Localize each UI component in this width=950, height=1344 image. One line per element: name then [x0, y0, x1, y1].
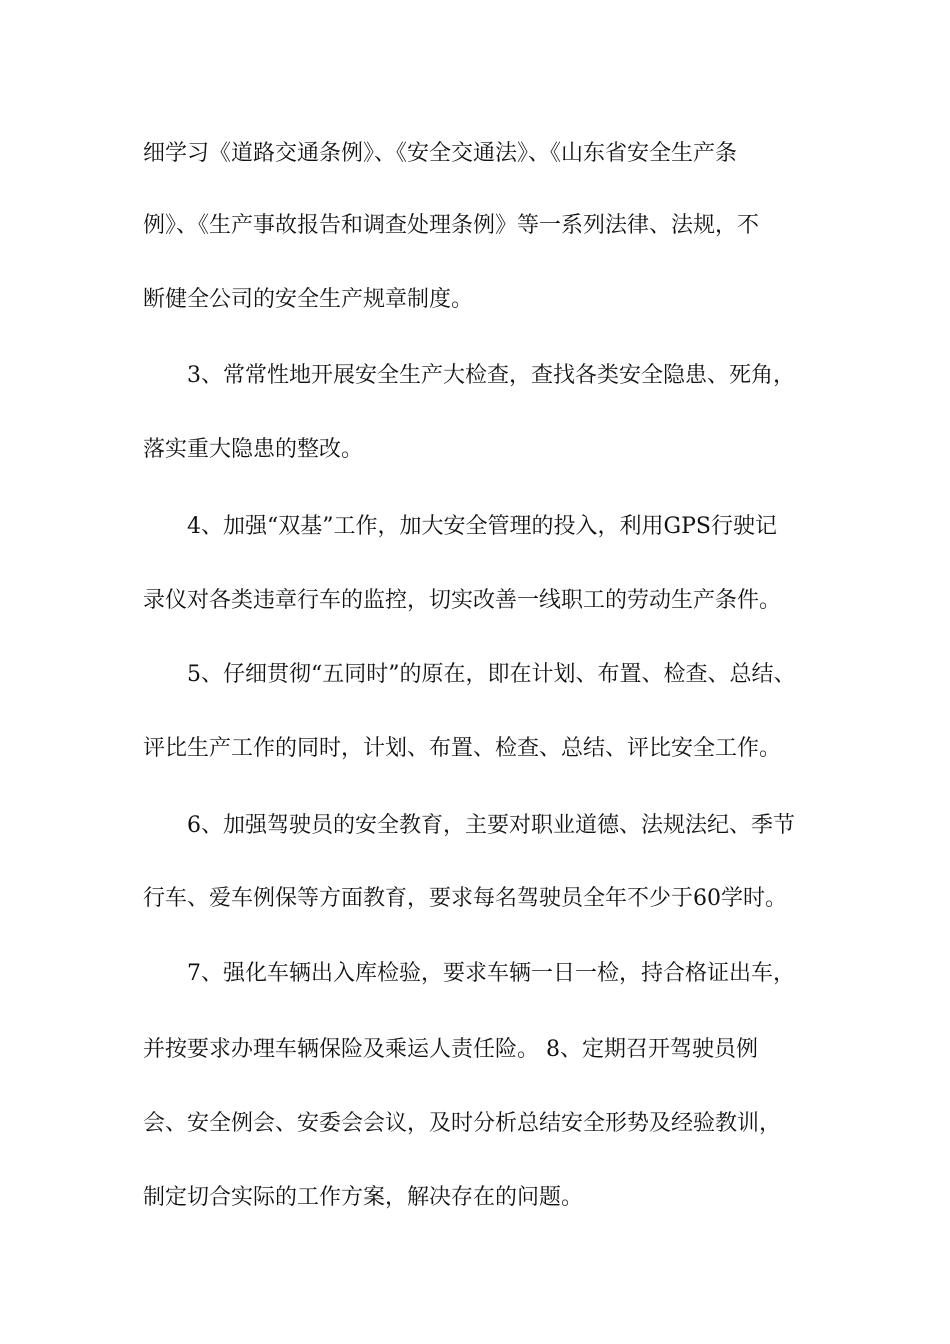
text-line: 行车、爱车例保等方面教育，要求每名驾驶员全年不少于60学时。 — [143, 886, 787, 911]
text-line: 录仪对各类违章行车的监控，切实改善一线职工的劳动生产条件。 — [143, 588, 782, 613]
text-line: 制定切合实际的工作方案，解决存在的问题。 — [143, 1185, 584, 1210]
text-line: 细学习《道路交通条例》、《安全交通法》、《山东省安全生产条 — [143, 141, 738, 166]
text-line: 5、仔细贯彻“五同时”的原在，即在计划、布置、检查、总结、 — [187, 662, 796, 687]
text-line: 评比生产工作的同时，计划、布置、检查、总结、评比安全工作。 — [143, 736, 782, 761]
text-line: 6、加强驾驶员的安全教育，主要对职业道德、法规法纪、季节 — [187, 813, 795, 838]
text-line: 4、加强“双基”工作，加大安全管理的投入，利用GPS行驶记 — [187, 514, 777, 539]
text-line: 会、安全例会、安委会会议，及时分析总结安全形势及经验教训， — [143, 1111, 782, 1136]
text-line: 落实重大隐患的整改。 — [143, 437, 364, 462]
text-line: 7、强化车辆出入库检验，要求车辆一日一检，持合格证出车， — [187, 961, 795, 986]
text-line: 3、常常性地开展安全生产大检查，查找各类安全隐患、死角， — [187, 363, 795, 388]
text-line: 并按要求办理车辆保险及乘运人责任险。 8、定期召开驾驶员例 — [143, 1037, 758, 1062]
text-line: 断健全公司的安全生产规章制度。 — [143, 287, 474, 312]
text-line: 例》、《生产事故报告和调查处理条例》等一系列法律、法规，不 — [143, 213, 760, 238]
